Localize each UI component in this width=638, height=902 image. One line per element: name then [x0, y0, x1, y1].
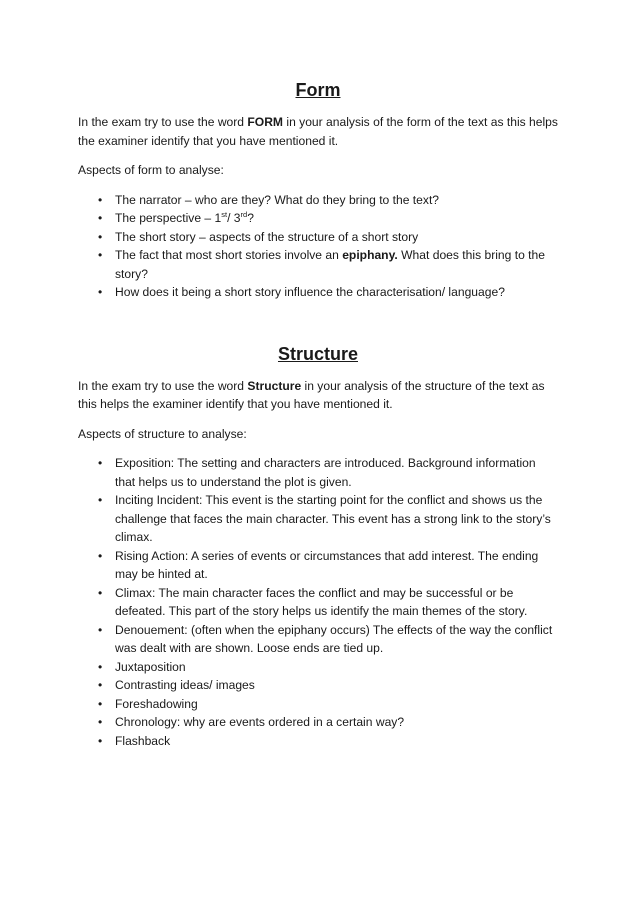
structure-intro-text-end: in your analysis of the structure of the text as this helps the examiner identify that you have mentioned it.	[78, 378, 545, 411]
list-item-text: Foreshadowing	[115, 696, 198, 711]
list-item-text: The short story – aspects of the structure of a short story	[115, 229, 419, 244]
epiphany-keyword: epiphany.	[342, 248, 398, 262]
ordinal-suffix: rd	[240, 210, 248, 219]
list-item-text: The perspective – 1	[115, 211, 222, 225]
list-item-text: / 3	[227, 211, 241, 225]
list-item-text: Exposition: The setting and characters are introduced. Background information that helps us to understand the plot is given.	[115, 456, 536, 489]
form-intro-text-end: in your analysis of the form of the text as this helps the examiner identify that you have mentioned it.	[78, 115, 558, 148]
list-item	[98, 713, 558, 732]
list-item-text: What does this bring to the story?	[115, 248, 545, 281]
list-item-text: Flashback	[115, 733, 171, 748]
structure-keyword: Structure	[247, 378, 302, 393]
list-item-text: Chronology: why are events ordered in a certain way?	[115, 715, 405, 729]
bullet-icon: •	[98, 192, 103, 207]
bullet-icon: •	[98, 585, 103, 600]
list-item	[98, 228, 558, 247]
structure-intro-paragraph	[78, 377, 558, 414]
list-item-text: The narrator – who are they? What do they bring to the text?	[115, 192, 440, 207]
list-item	[98, 191, 558, 210]
structure-intro-text-start: In the exam try to use the word	[78, 378, 248, 393]
bullet-icon: •	[98, 696, 103, 711]
list-item-text: Juxtaposition	[115, 659, 186, 674]
list-item	[98, 676, 558, 695]
form-keyword: FORM	[247, 115, 284, 129]
bullet-icon: •	[98, 248, 103, 262]
form-intro-text-start: In the exam try to use the word	[78, 115, 248, 129]
form-intro-paragraph	[78, 113, 558, 150]
list-item	[98, 209, 558, 228]
list-item	[98, 246, 558, 283]
list-item-text: Rising Action: A series of events or circumstances that add interest. The ending may be hinted at.	[115, 548, 539, 581]
bullet-icon: •	[98, 659, 103, 674]
list-item	[98, 547, 558, 584]
bullet-icon: •	[98, 211, 103, 225]
bullet-icon: •	[98, 456, 103, 470]
structure-heading: Structure	[277, 343, 358, 364]
bullet-icon: •	[98, 229, 103, 244]
list-item-text: Denouement: (often when the epiphany occurs) The effects of the way the conflict was dealt with are shown. Loose ends are tied up.	[115, 622, 553, 655]
ordinal-suffix: st	[221, 210, 228, 219]
list-item	[98, 658, 558, 677]
list-item-text: Contrasting ideas/ images	[115, 678, 255, 692]
bullet-icon: •	[98, 548, 103, 563]
list-item	[98, 584, 558, 621]
list-item-text: Inciting Incident: This event is the starting point for the conflict and shows us the challenge that faces the main character. This event has a strong link to the story’s climax.	[115, 493, 551, 544]
form-aspects-list	[78, 191, 558, 302]
structure-aspects-label: Aspects of structure to analyse:	[78, 426, 247, 441]
list-item	[98, 621, 558, 658]
list-item	[98, 695, 558, 714]
bullet-icon: •	[98, 733, 103, 748]
list-item	[98, 454, 558, 491]
list-item-text: Climax: The main character faces the conflict and may be successful or be defeated. This part of the story helps us identify the main themes of the story.	[115, 585, 528, 618]
list-item-text: ?	[247, 211, 254, 225]
form-heading: Form	[295, 80, 341, 100]
structure-aspects-list	[78, 454, 558, 750]
list-item-text: How does it being a short story influence the characterisation/ language?	[115, 285, 505, 299]
bullet-icon: •	[98, 715, 103, 729]
list-item	[98, 491, 558, 547]
form-aspects-label: Aspects of form to analyse:	[78, 163, 224, 177]
bullet-icon: •	[98, 622, 103, 637]
bullet-icon: •	[98, 285, 103, 299]
bullet-icon: •	[98, 493, 103, 507]
list-item	[98, 283, 558, 302]
list-item-text: The fact that most short stories involve an	[115, 248, 343, 262]
bullet-icon: •	[98, 678, 103, 692]
list-item	[98, 732, 558, 751]
